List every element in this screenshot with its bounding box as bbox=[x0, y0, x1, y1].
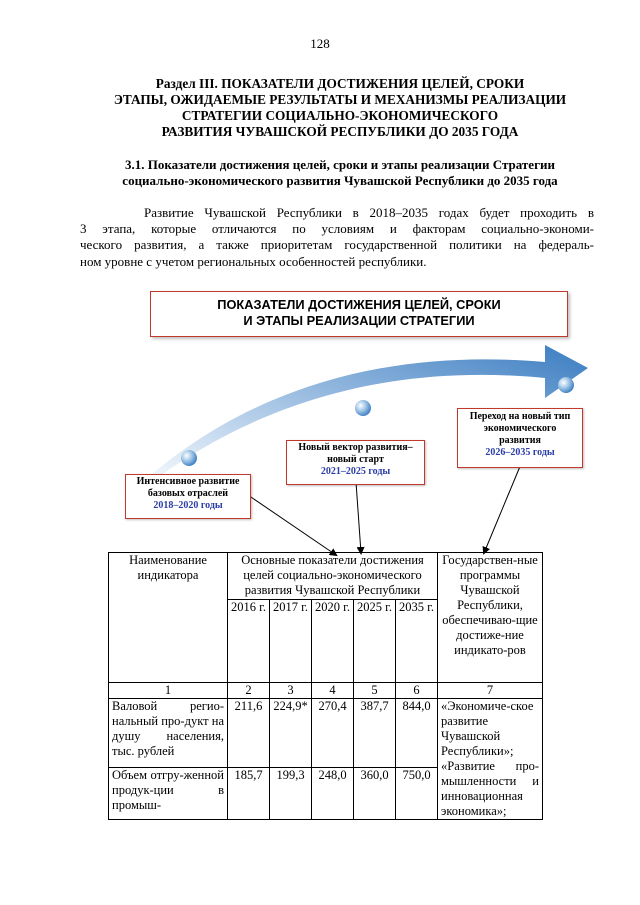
stage-marker-2 bbox=[355, 400, 371, 416]
indicator-value: 844,0 bbox=[396, 699, 438, 768]
stage-years: 2021–2025 годы bbox=[320, 466, 391, 477]
header-year: 2020 г. bbox=[312, 600, 354, 683]
indicator-value: 199,3 bbox=[270, 767, 312, 819]
stage-box-1 bbox=[125, 474, 251, 519]
intro-line: ном уровне с учетом региональных особенностей республики. bbox=[80, 253, 427, 269]
indicator-value: 360,0 bbox=[354, 767, 396, 819]
table-column-numbers-row bbox=[109, 683, 543, 699]
indicator-value: 224,9* bbox=[270, 699, 312, 768]
section-heading-line: СТРАТЕГИИ СОЦИАЛЬНО-ЭКОНОМИЧЕСКОГО bbox=[181, 108, 499, 123]
indicator-value: 211,6 bbox=[228, 699, 270, 768]
stage-box-3 bbox=[457, 408, 583, 468]
section-heading-line: ЭТАПЫ, ОЖИДАЕМЫЕ РЕЗУЛЬТАТЫ И МЕХАНИЗМЫ РЕАЛИЗАЦИИ bbox=[113, 92, 567, 107]
header-year: 2016 г. bbox=[228, 600, 270, 683]
diagram-banner bbox=[150, 291, 568, 337]
table-row bbox=[109, 699, 543, 768]
stage-years: 2026–2035 годы bbox=[485, 447, 555, 458]
stage-title-line: новый старт bbox=[327, 454, 384, 465]
indicator-name: Валовой регио-нальный про-дукт на душу населения, тыс. рублей bbox=[109, 699, 228, 768]
column-number: 4 bbox=[312, 683, 354, 699]
indicator-value: 387,7 bbox=[354, 699, 396, 768]
header-indicator-name: Наименование индикатора bbox=[109, 553, 228, 683]
indicators-table bbox=[108, 552, 543, 820]
section-heading-line: Раздел III. ПОКАЗАТЕЛИ ДОСТИЖЕНИЯ ЦЕЛЕЙ, СРОКИ bbox=[155, 76, 525, 91]
header-year: 2035 г. bbox=[396, 600, 438, 683]
subsection-heading-line: социально-экономического развития Чувашской Республики до 2035 года bbox=[122, 173, 558, 188]
stage-years: 2018–2020 годы bbox=[153, 500, 223, 511]
stage-box-2 bbox=[286, 440, 425, 485]
subsection-heading-line: 3.1. Показатели достижения целей, сроки и этапы реализации Стратегии bbox=[125, 157, 555, 172]
stage-marker-3 bbox=[558, 377, 574, 393]
stage-title-line: Переход на новый тип bbox=[469, 411, 571, 422]
column-number: 5 bbox=[354, 683, 396, 699]
header-year: 2025 г. bbox=[354, 600, 396, 683]
banner-line: ПОКАЗАТЕЛИ ДОСТИЖЕНИЯ ЦЕЛЕЙ, СРОКИ bbox=[217, 297, 501, 312]
column-number: 6 bbox=[396, 683, 438, 699]
indicator-value: 185,7 bbox=[228, 767, 270, 819]
pointer-line-3 bbox=[484, 464, 521, 553]
column-number: 1 bbox=[109, 683, 228, 699]
column-number: 2 bbox=[228, 683, 270, 699]
pointer-line-2 bbox=[356, 482, 361, 553]
section-heading-line: РАЗВИТИЯ ЧУВАШСКОЙ РЕСПУБЛИКИ ДО 2035 ГОДА bbox=[161, 124, 519, 139]
header-indicators-group: Основные показатели достижения целей социально-экономического развития Чувашской Республики bbox=[228, 553, 438, 600]
stage-title-line: Интенсивное развитие bbox=[136, 476, 240, 487]
intro-line: Развитие Чувашской Республики в 2018–2035 годах будет проходить в bbox=[144, 205, 594, 220]
header-year: 2017 г. bbox=[270, 600, 312, 683]
stage-marker-1 bbox=[181, 450, 197, 466]
stage-title-line: экономического bbox=[483, 423, 557, 434]
column-number: 7 bbox=[438, 683, 543, 699]
banner-line: И ЭТАПЫ РЕАЛИЗАЦИИ СТРАТЕГИИ bbox=[243, 313, 475, 328]
indicator-value: 248,0 bbox=[312, 767, 354, 819]
stage-title-line: базовых отраслей bbox=[147, 488, 229, 499]
header-programs: Государствен-ные программы Чувашской Республики, обеспечиваю-щие достиже-ние индикато-ров bbox=[438, 553, 543, 683]
column-number: 3 bbox=[270, 683, 312, 699]
indicator-value: 270,4 bbox=[312, 699, 354, 768]
state-programs: «Экономиче-ское развитие Чувашской Республики»; «Развитие про-мышленности и инновационная экономика»; bbox=[438, 699, 543, 820]
stage-title-line: Новый вектор развития– bbox=[298, 442, 413, 453]
page-number: 128 bbox=[310, 36, 330, 51]
intro-line: ческого развития, а также приоритетам государственной политики на федераль- bbox=[80, 237, 594, 253]
table-header-row bbox=[109, 553, 543, 600]
indicator-value: 750,0 bbox=[396, 767, 438, 819]
indicator-name: Объем отгру-женной продук-ции в промыш- bbox=[109, 767, 228, 819]
stage-title-line: развития bbox=[499, 435, 541, 446]
intro-line: 3 этапа, которые отличаются по условиям и факторам социально-экономи- bbox=[80, 221, 594, 237]
pointer-line-1 bbox=[245, 493, 336, 555]
